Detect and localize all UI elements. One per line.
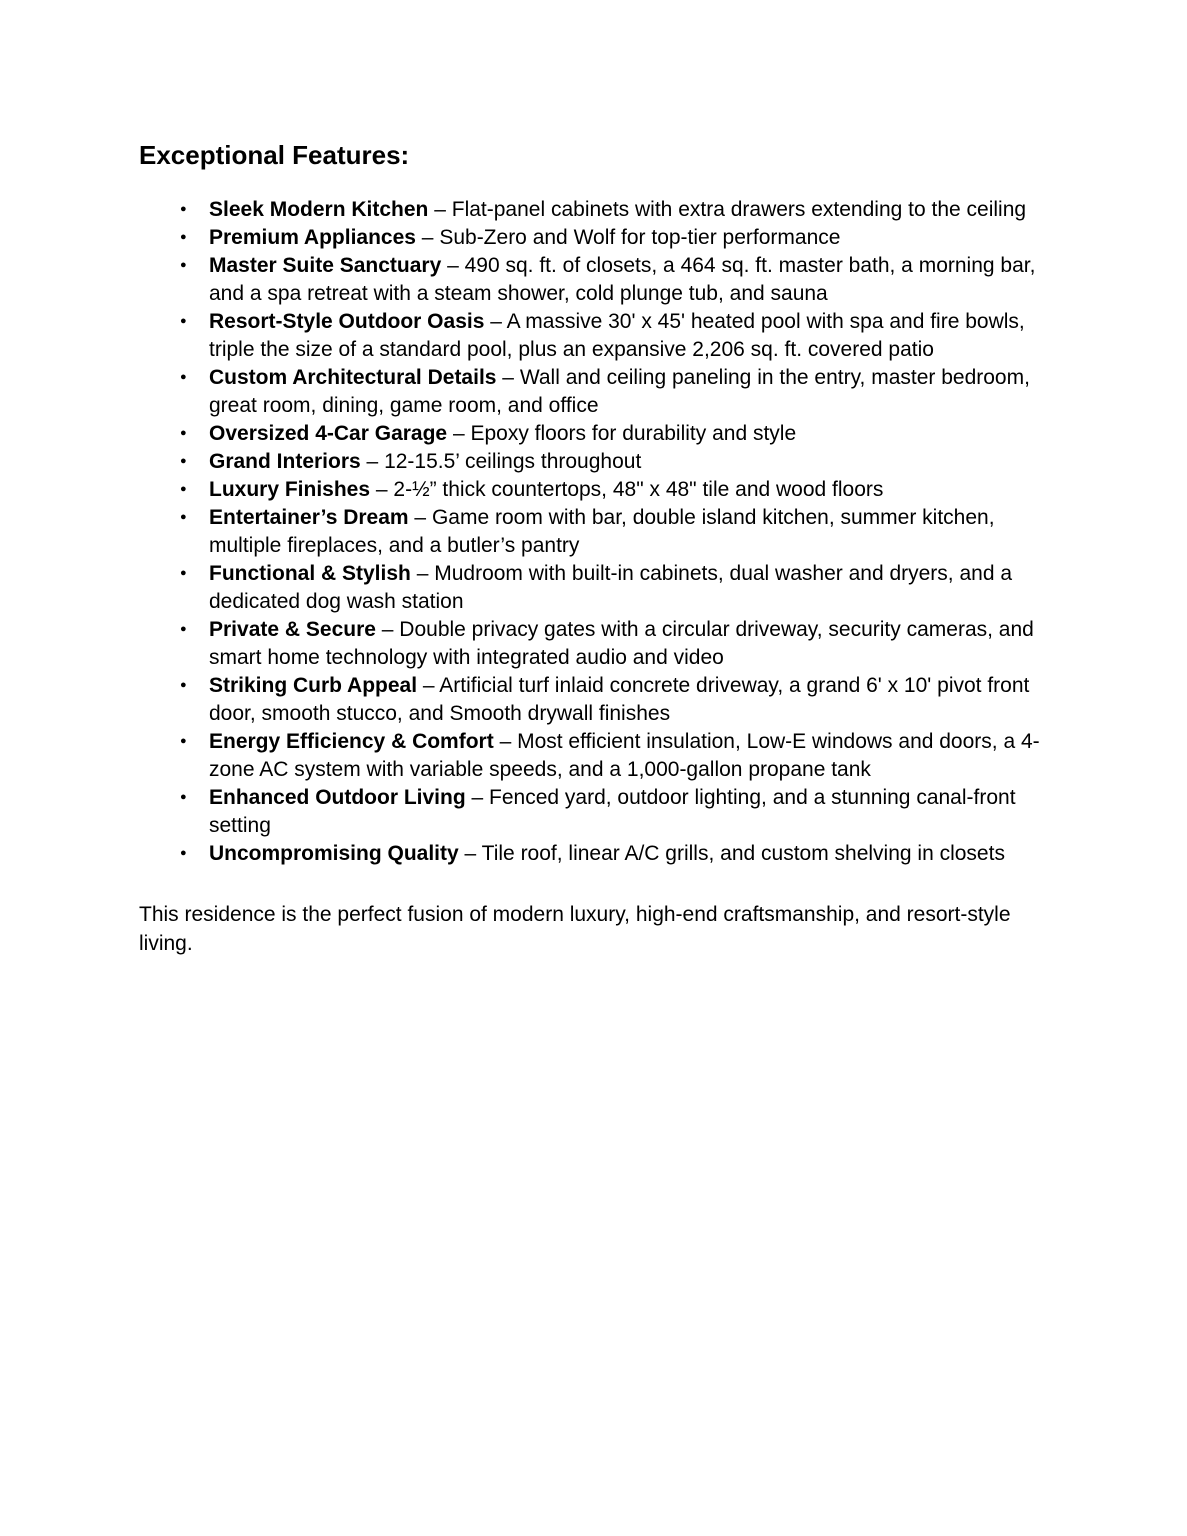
feature-text: 2-½” thick countertops, 48" x 48" tile and wood floors [393, 478, 884, 501]
feature-text: 490 sq. ft. of closets, a 464 sq. ft. master bath, a morning bar, and a spa retreat with a steam shower, cold plunge tub, and sauna [209, 254, 1036, 305]
feature-separator: – [465, 786, 490, 809]
feature-text: Game room with bar, double island kitchen, summer kitchen, multiple fireplaces, and a butler’s pantry [209, 506, 995, 557]
feature-text: Tile roof, linear A/C grills, and custom shelving in closets [481, 842, 1005, 865]
feature-item [180, 616, 1047, 672]
feature-text: Mudroom with built-in cabinets, dual washer and dryers, and a dedicated dog wash station [209, 562, 1013, 613]
feature-separator: – [496, 366, 520, 389]
feature-item [180, 504, 1047, 560]
feature-separator: – [375, 618, 400, 641]
feature-separator: – [408, 506, 432, 529]
feature-title: Premium Appliances [209, 226, 416, 249]
feature-title: Grand Interiors [209, 450, 361, 473]
closing-paragraph: This residence is the perfect fusion of modern luxury, high-end craftsmanship, and resort-style living. [139, 903, 1011, 955]
feature-separator: – [428, 198, 452, 221]
feature-title: Energy Efficiency & Comfort [209, 730, 494, 753]
feature-separator: – [410, 562, 435, 585]
feature-text: Sub-Zero and Wolf for top-tier performance [439, 226, 841, 249]
feature-separator: – [360, 450, 385, 473]
feature-item [180, 560, 1047, 616]
feature-title: Resort-Style Outdoor Oasis [209, 310, 485, 333]
bullet-icon: ● [180, 791, 187, 803]
feature-title: Uncompromising Quality [209, 842, 459, 865]
bullet-icon: ● [180, 511, 187, 523]
bullet-icon: ● [180, 203, 187, 215]
feature-item [180, 252, 1047, 308]
feature-title: Enhanced Outdoor Living [209, 786, 466, 809]
feature-title: Private & Secure [209, 618, 376, 641]
bullet-icon: ● [180, 735, 187, 747]
feature-list [139, 196, 1047, 868]
feature-text: Double privacy gates with a circular driveway, security cameras, and smart home technology with integrated audio and video [209, 618, 1034, 669]
feature-item [180, 728, 1047, 784]
feature-text: A massive 30' x 45' heated pool with spa and fire bowls, triple the size of a standard pool, plus an expansive 2,206 sq. ft. covered patio [209, 310, 1025, 361]
feature-item [180, 224, 1047, 252]
feature-item [180, 784, 1047, 840]
bullet-icon: ● [180, 483, 187, 495]
feature-title: Oversized 4-Car Garage [209, 422, 448, 445]
feature-item [180, 420, 1047, 448]
feature-separator: – [417, 674, 440, 697]
feature-text: Wall and ceiling paneling in the entry, master bedroom, great room, dining, game room, and office [209, 366, 1030, 417]
feature-item [180, 364, 1047, 420]
feature-separator: – [493, 730, 518, 753]
feature-separator: – [370, 478, 394, 501]
feature-text: 12-15.5’ ceilings throughout [384, 450, 642, 473]
feature-separator: – [458, 842, 482, 865]
feature-title: Luxury Finishes [209, 478, 371, 501]
feature-item [180, 840, 1047, 868]
feature-separator: – [484, 310, 507, 333]
feature-text: Artificial turf inlaid concrete driveway, a grand 6' x 10' pivot front door, smooth stucco, and Smooth drywall finishes [209, 674, 1030, 725]
bullet-icon: ● [180, 259, 187, 271]
feature-item [180, 196, 1047, 224]
feature-title: Custom Architectural Details [209, 366, 497, 389]
feature-title: Master Suite Sanctuary [209, 254, 442, 277]
feature-title: Striking Curb Appeal [209, 674, 418, 697]
feature-item [180, 448, 1047, 476]
feature-separator: – [447, 422, 471, 445]
bullet-icon: ● [180, 455, 187, 467]
bullet-icon: ● [180, 623, 187, 635]
feature-item [180, 672, 1047, 728]
feature-item [180, 308, 1047, 364]
feature-separator: – [441, 254, 465, 277]
feature-text: Fenced yard, outdoor lighting, and a stunning canal-front setting [209, 786, 1016, 837]
feature-text: Flat-panel cabinets with extra drawers extending to the ceiling [451, 198, 1027, 221]
feature-title: Functional & Stylish [209, 562, 411, 585]
feature-item [180, 476, 1047, 504]
bullet-icon: ● [180, 427, 187, 439]
feature-text: Epoxy floors for durability and style [470, 422, 797, 445]
bullet-icon: ● [180, 679, 187, 691]
bullet-icon: ● [180, 231, 187, 243]
feature-text: Most efficient insulation, Low-E windows and doors, a 4-zone AC system with variable speeds, and a 1,000-gallon propane tank [209, 730, 1040, 781]
bullet-icon: ● [180, 371, 187, 383]
bullet-icon: ● [180, 847, 187, 859]
feature-title: Sleek Modern Kitchen [209, 198, 429, 221]
feature-separator: – [415, 226, 440, 249]
bullet-icon: ● [180, 567, 187, 579]
feature-title: Entertainer’s Dream [209, 506, 409, 529]
document-heading: Exceptional Features: [139, 140, 410, 170]
bullet-icon: ● [180, 315, 187, 327]
